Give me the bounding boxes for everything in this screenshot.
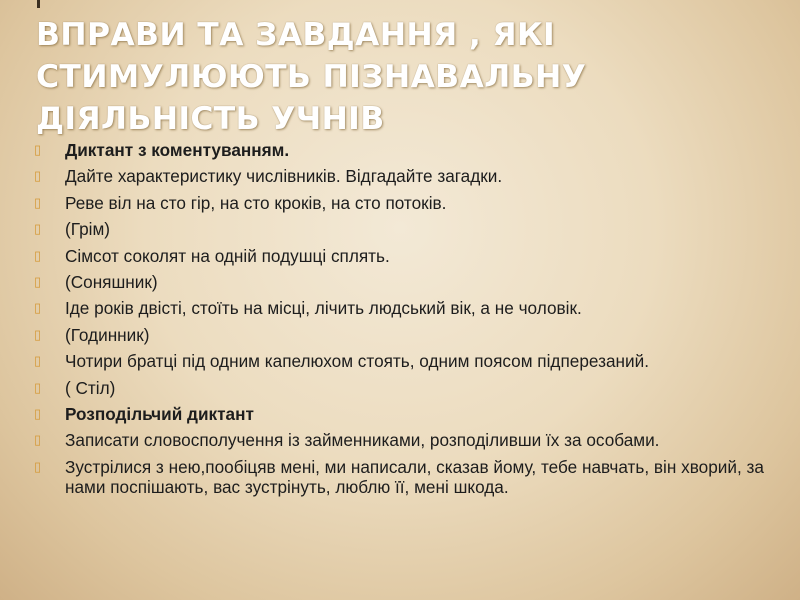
- bullet-text: Реве віл на сто гір, на сто кроків, на сто потоків.: [65, 192, 447, 213]
- bullet-text: Записати словосполучення із займенниками, розподіливши їх за особами.: [65, 430, 660, 451]
- bullet-marker-icon: ▯: [34, 194, 42, 210]
- bullet-text: Зустрілися з нею,пообіцяв мені, ми написали, сказав йому, тебе навчать, він хворий, за нами поспішають, вас зустрінуть, люблю її, мені шкода.: [65, 456, 764, 497]
- bullet-item: [34, 140, 774, 160]
- bullet-text: (Соняшник): [65, 271, 158, 292]
- bullet-marker-icon: ▯: [34, 432, 42, 448]
- bullet-item: [34, 193, 774, 213]
- bullet-item: [34, 298, 774, 318]
- bullet-marker-icon: ▯: [34, 273, 42, 289]
- bullet-text: (Грім): [65, 219, 110, 240]
- bullet-text: (Годинник): [65, 324, 150, 345]
- bullet-marker-icon: ▯: [34, 405, 42, 421]
- bullet-marker-icon: ▯: [34, 168, 42, 184]
- bullet-item: [34, 351, 774, 371]
- bullet-text: Диктант з коментуванням.: [65, 140, 290, 160]
- bullet-marker-icon: ▯: [34, 247, 42, 263]
- bullet-item: [34, 457, 774, 497]
- slide-title-line: ДІЯЛЬНІСТЬ УЧНІВ: [36, 101, 385, 137]
- bullet-marker-icon: ▯: [34, 353, 42, 369]
- bullet-list: [34, 140, 774, 503]
- title-top-mark: [37, 0, 40, 8]
- bullet-item: [34, 378, 774, 398]
- bullet-text: Сімсот соколят на одній подушці сплять.: [65, 245, 390, 266]
- bullet-item: [34, 166, 774, 186]
- bullet-item: [34, 219, 774, 239]
- slide-title: [36, 14, 776, 140]
- bullet-marker-icon: ▯: [34, 326, 42, 342]
- bullet-text: Іде років двісті, стоїть на місці, лічить людський вік, а не чоловік.: [65, 298, 582, 319]
- bullet-text: Чотири братці під одним капелюхом стоять, одним поясом підперезаний.: [65, 351, 649, 372]
- bullet-item: [34, 325, 774, 345]
- bullet-text: Розподільчий диктант: [65, 403, 254, 424]
- bullet-marker-icon: ▯: [34, 142, 42, 157]
- bullet-marker-icon: ▯: [34, 300, 42, 316]
- bullet-text: ( Стіл): [65, 377, 116, 398]
- bullet-text: Дайте характеристику числівників. Відгадайте загадки.: [65, 166, 503, 187]
- bullet-marker-icon: ▯: [34, 458, 42, 474]
- bullet-item: [34, 430, 774, 450]
- slide-title-line: ВПРАВИ ТА ЗАВДАННЯ , ЯКІ: [36, 17, 556, 53]
- bullet-marker-icon: ▯: [34, 379, 42, 395]
- bullet-marker-icon: ▯: [34, 221, 42, 237]
- bullet-item: [34, 404, 774, 424]
- bullet-item: [34, 246, 774, 266]
- bullet-item: [34, 272, 774, 292]
- slide-title-line: СТИМУЛЮЮТЬ ПІЗНАВАЛЬНУ: [36, 59, 587, 95]
